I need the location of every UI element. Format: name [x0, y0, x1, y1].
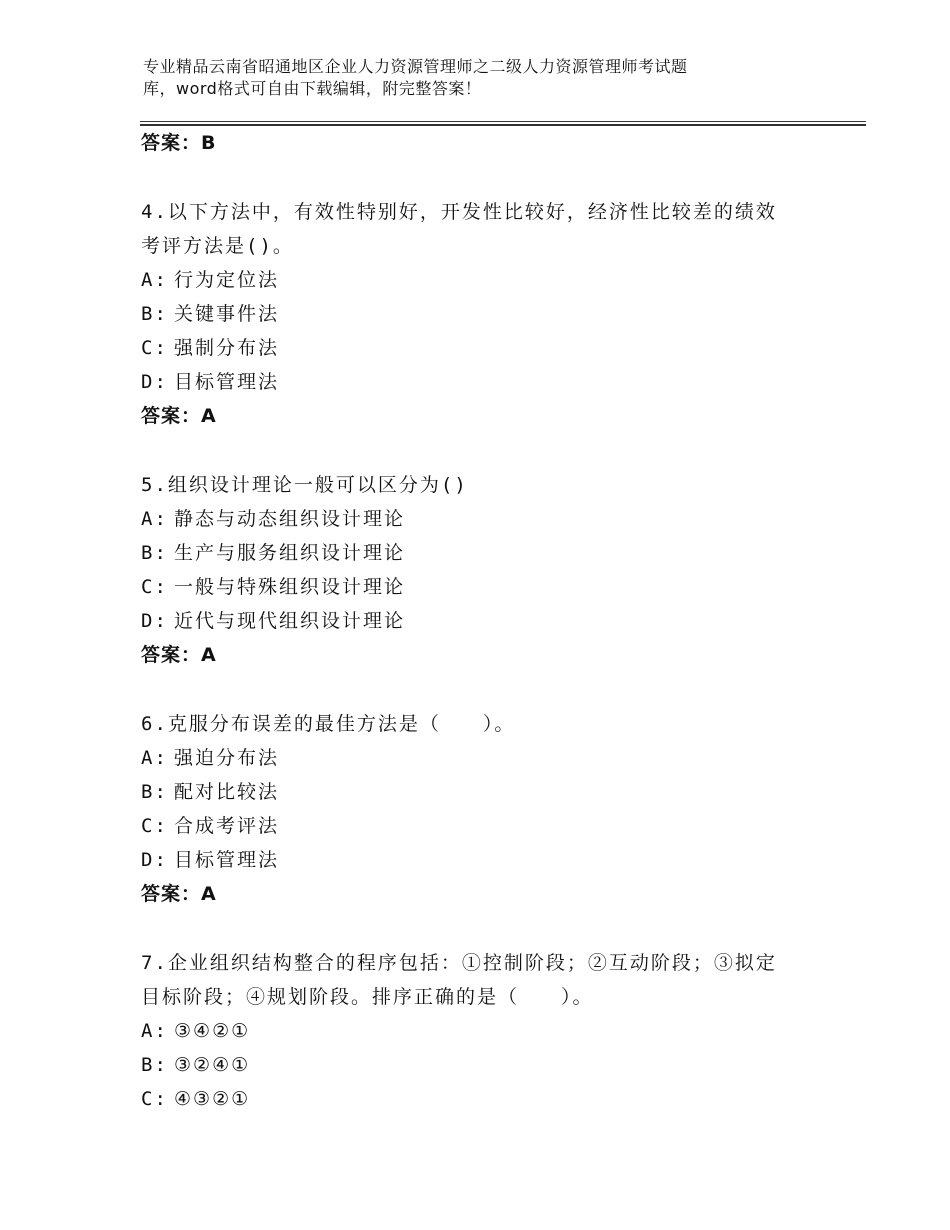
option-text: 合成考评法 [174, 815, 280, 837]
option-text: 生产与服务组织设计理论 [174, 542, 406, 564]
option-c [141, 570, 841, 604]
option-a [141, 741, 841, 775]
question-stem-line: 7.企业组织结构整合的程序包括：①控制阶段；②互动阶段；③拟定 [141, 952, 777, 974]
option-letter: C: [141, 1088, 168, 1110]
question-stem-line: 4.以下方法中，有效性特别好，开发性比较好，经济性比较差的绩效 [141, 201, 777, 223]
option-b [141, 1048, 841, 1082]
document-header [143, 56, 783, 100]
question-stem-line: 6.克服分布误差的最佳方法是（ ）。 [141, 713, 516, 735]
option-c [141, 1082, 841, 1116]
option-text: 强制分布法 [174, 337, 280, 359]
option-letter: A: [141, 269, 168, 291]
option-text: 强迫分布法 [174, 747, 280, 769]
previous-answer: 答案：B [141, 132, 217, 154]
option-letter: B: [141, 1054, 168, 1076]
question-7 [141, 946, 841, 1116]
option-text: ④③②① [174, 1088, 251, 1110]
option-text: 目标管理法 [174, 371, 280, 393]
answer-line: 答案：A [141, 644, 217, 666]
option-a [141, 1014, 841, 1048]
option-letter: B: [141, 781, 168, 803]
question-5 [141, 468, 841, 672]
question-6 [141, 707, 841, 911]
question-stem-line: 考评方法是()。 [141, 235, 294, 257]
option-text: ③②④① [174, 1054, 251, 1076]
option-d [141, 843, 841, 877]
option-c [141, 331, 841, 365]
option-b [141, 775, 841, 809]
option-letter: C: [141, 337, 168, 359]
option-text: 一般与特殊组织设计理论 [174, 576, 406, 598]
document-body [141, 126, 841, 1116]
option-letter: B: [141, 303, 168, 325]
option-b [141, 536, 841, 570]
question-stem-line: 5.组织设计理论一般可以区分为() [141, 474, 468, 496]
option-text: 目标管理法 [174, 849, 280, 871]
option-text: ③④②① [174, 1020, 251, 1042]
question-4 [141, 195, 841, 433]
option-text: 行为定位法 [174, 269, 280, 291]
option-d [141, 604, 841, 638]
option-d [141, 365, 841, 399]
option-text: 配对比较法 [174, 781, 280, 803]
option-letter: A: [141, 747, 168, 769]
option-letter: B: [141, 542, 168, 564]
option-letter: D: [141, 371, 168, 393]
question-stem-line: 目标阶段；④规划阶段。排序正确的是（ ）。 [141, 986, 594, 1008]
option-text: 静态与动态组织设计理论 [174, 508, 406, 530]
option-a [141, 263, 841, 297]
option-letter: D: [141, 849, 168, 871]
option-a [141, 502, 841, 536]
option-letter: A: [141, 508, 168, 530]
option-c [141, 809, 841, 843]
answer-line: 答案：A [141, 405, 217, 427]
option-text: 关键事件法 [174, 303, 280, 325]
option-letter: D: [141, 610, 168, 632]
option-text: 近代与现代组织设计理论 [174, 610, 406, 632]
header-title-line-1: 专业精品云南省昭通地区企业人力资源管理师之二级人力资源管理师考试题 [143, 57, 688, 76]
option-b [141, 297, 841, 331]
option-letter: C: [141, 815, 168, 837]
option-letter: C: [141, 576, 168, 598]
option-letter: A: [141, 1020, 168, 1042]
header-title-line-2: 库，word格式可自由下载编辑，附完整答案！ [143, 79, 482, 98]
answer-line: 答案：A [141, 883, 217, 905]
